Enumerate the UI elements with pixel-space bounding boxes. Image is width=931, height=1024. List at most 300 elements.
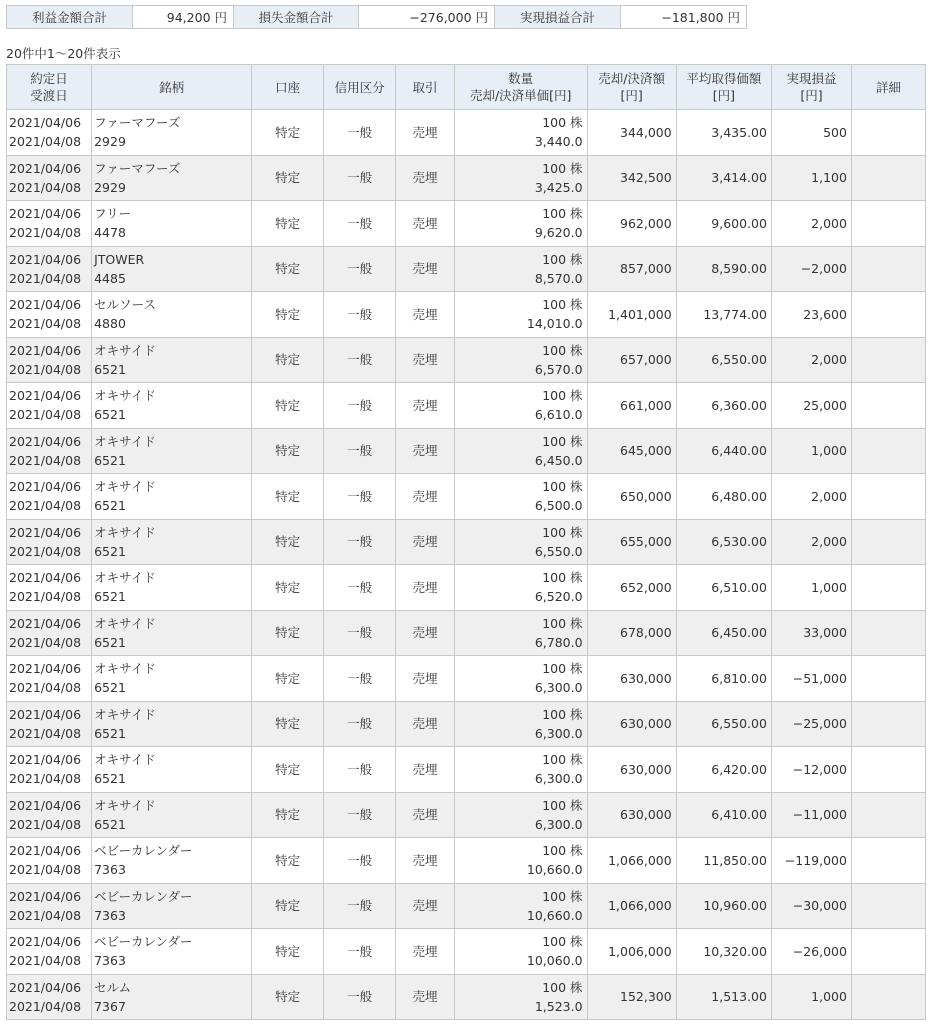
detail-cell (851, 246, 925, 292)
security-cell (92, 929, 252, 975)
trade-date: 2021/04/06 (9, 888, 82, 904)
quantity: 100 株 (542, 797, 583, 813)
trade-cell: 売埋 (396, 292, 455, 338)
account-cell: 特定 (252, 292, 324, 338)
settle-price: 6,520.0 (534, 589, 583, 605)
security-cell (92, 155, 252, 201)
settle-date: 2021/04/08 (9, 270, 82, 286)
quantity: 100 株 (542, 342, 583, 358)
margin-cell: 一般 (324, 383, 396, 429)
header-name: 銘柄 (92, 65, 252, 110)
table-row (7, 792, 926, 838)
margin-cell: 一般 (324, 929, 396, 975)
settle-price: 3,440.0 (534, 134, 583, 150)
margin-cell: 一般 (324, 292, 396, 338)
security-name: フリー (94, 206, 132, 222)
header-pnl (771, 65, 851, 110)
realized-pnl-cell: 2,000 (771, 201, 851, 247)
security-cell (92, 610, 252, 656)
table-row (7, 519, 926, 565)
profit-total-label: 利益金額合計 (7, 6, 133, 29)
avg-cost-cell: 6,420.00 (676, 747, 771, 793)
security-code: 6521 (94, 634, 126, 650)
security-name: JTOWER (94, 251, 145, 267)
realized-pnl-cell: 1,000 (771, 428, 851, 474)
security-cell (92, 292, 252, 338)
account-cell: 特定 (252, 747, 324, 793)
avg-cost-cell: 9,600.00 (676, 201, 771, 247)
realized-pnl-cell: −119,000 (771, 838, 851, 884)
security-cell (92, 474, 252, 520)
settle-date: 2021/04/08 (9, 907, 82, 923)
amount-cell: 962,000 (587, 201, 676, 247)
header-avg-line2: [円] (712, 88, 735, 103)
settle-price: 6,300.0 (534, 771, 583, 787)
security-code: 6521 (94, 816, 126, 832)
detail-cell (851, 929, 925, 975)
settle-date: 2021/04/08 (9, 498, 82, 514)
security-name: オキサイド (94, 433, 156, 449)
quantity: 100 株 (542, 843, 583, 859)
security-name: セルム (94, 979, 132, 995)
security-code: 7363 (94, 862, 126, 878)
header-account: 口座 (252, 65, 324, 110)
trade-date: 2021/04/06 (9, 979, 82, 995)
realized-pnl-cell: −2,000 (771, 246, 851, 292)
avg-cost-cell: 6,550.00 (676, 337, 771, 383)
security-code: 2929 (94, 134, 126, 150)
quantity: 100 株 (542, 251, 583, 267)
security-code: 6521 (94, 589, 126, 605)
security-code: 6521 (94, 680, 126, 696)
quantity-cell (454, 246, 587, 292)
security-code: 6521 (94, 543, 126, 559)
quantity-cell (454, 838, 587, 884)
quantity: 100 株 (542, 934, 583, 950)
amount-cell: 661,000 (587, 383, 676, 429)
realized-total-value: −181,800 円 (621, 6, 747, 29)
trade-date: 2021/04/06 (9, 797, 82, 813)
account-cell: 特定 (252, 337, 324, 383)
trade-date: 2021/04/06 (9, 706, 82, 722)
quantity: 100 株 (542, 752, 583, 768)
trade-cell: 売埋 (396, 565, 455, 611)
settle-date: 2021/04/08 (9, 589, 82, 605)
trade-date: 2021/04/06 (9, 479, 82, 495)
header-margin: 信用区分 (324, 65, 396, 110)
settle-price: 6,550.0 (534, 543, 583, 559)
amount-cell: 655,000 (587, 519, 676, 565)
security-name: オキサイド (94, 342, 156, 358)
security-name: オキサイド (94, 706, 156, 722)
date-cell (7, 838, 92, 884)
account-cell: 特定 (252, 792, 324, 838)
amount-cell: 630,000 (587, 701, 676, 747)
quantity: 100 株 (542, 888, 583, 904)
settle-price: 3,425.0 (534, 179, 583, 195)
account-cell: 特定 (252, 838, 324, 884)
detail-cell (851, 838, 925, 884)
realized-pnl-cell: 25,000 (771, 383, 851, 429)
settle-price: 6,450.0 (534, 452, 583, 468)
settle-date: 2021/04/08 (9, 953, 82, 969)
header-trade: 取引 (396, 65, 455, 110)
settle-date: 2021/04/08 (9, 680, 82, 696)
settle-date: 2021/04/08 (9, 134, 82, 150)
avg-cost-cell: 3,414.00 (676, 155, 771, 201)
quantity: 100 株 (542, 160, 583, 176)
settle-price: 10,660.0 (526, 907, 583, 923)
header-qty-line2: 売却/決済単価[円] (469, 88, 572, 103)
security-cell (92, 565, 252, 611)
realized-pnl-cell: 500 (771, 110, 851, 156)
quantity: 100 株 (542, 979, 583, 995)
security-cell (92, 428, 252, 474)
quantity-cell (454, 383, 587, 429)
avg-cost-cell: 6,530.00 (676, 519, 771, 565)
account-cell: 特定 (252, 246, 324, 292)
trade-cell: 売埋 (396, 929, 455, 975)
trade-date: 2021/04/06 (9, 115, 82, 131)
detail-cell (851, 474, 925, 520)
security-code: 6521 (94, 498, 126, 514)
avg-cost-cell: 6,440.00 (676, 428, 771, 474)
detail-cell (851, 201, 925, 247)
detail-cell (851, 292, 925, 338)
detail-cell (851, 428, 925, 474)
quantity-cell (454, 110, 587, 156)
margin-cell: 一般 (324, 610, 396, 656)
settle-date: 2021/04/08 (9, 543, 82, 559)
amount-cell: 630,000 (587, 792, 676, 838)
amount-cell: 152,300 (587, 974, 676, 1020)
table-row (7, 747, 926, 793)
quantity: 100 株 (542, 388, 583, 404)
security-code: 6521 (94, 452, 126, 468)
detail-cell (851, 656, 925, 702)
settle-price: 1,523.0 (534, 998, 583, 1014)
table-row (7, 565, 926, 611)
detail-cell (851, 792, 925, 838)
avg-cost-cell: 8,590.00 (676, 246, 771, 292)
realized-pnl-cell: −25,000 (771, 701, 851, 747)
trade-date: 2021/04/06 (9, 388, 82, 404)
loss-total-value: −276,000 円 (359, 6, 495, 29)
table-row (7, 428, 926, 474)
avg-cost-cell: 6,550.00 (676, 701, 771, 747)
security-name: ベビーカレンダー (94, 934, 193, 950)
quantity-cell (454, 701, 587, 747)
amount-cell: 678,000 (587, 610, 676, 656)
security-cell (92, 656, 252, 702)
date-cell (7, 747, 92, 793)
quantity-cell (454, 565, 587, 611)
trade-date: 2021/04/06 (9, 297, 82, 313)
realized-pnl-cell: 1,000 (771, 974, 851, 1020)
settle-date: 2021/04/08 (9, 725, 82, 741)
quantity: 100 株 (542, 297, 583, 313)
header-amount-line1: 売却/決済額 (598, 71, 665, 86)
settle-price: 6,610.0 (534, 407, 583, 423)
settle-date: 2021/04/08 (9, 316, 82, 332)
account-cell: 特定 (252, 974, 324, 1020)
header-avg-line1: 平均取得価額 (686, 71, 762, 86)
header-pnl-line1: 実現損益 (786, 71, 837, 86)
date-cell (7, 428, 92, 474)
profit-total-value: 94,200 円 (133, 6, 234, 29)
margin-cell: 一般 (324, 747, 396, 793)
account-cell: 特定 (252, 155, 324, 201)
date-cell (7, 974, 92, 1020)
security-code: 4485 (94, 270, 126, 286)
loss-total-label: 損失金額合計 (234, 6, 359, 29)
date-cell (7, 792, 92, 838)
security-name: ファーマフーズ (94, 115, 181, 131)
header-settle-date: 受渡日 (30, 88, 68, 103)
security-cell (92, 838, 252, 884)
margin-cell: 一般 (324, 246, 396, 292)
amount-cell: 650,000 (587, 474, 676, 520)
realized-pnl-cell: 33,000 (771, 610, 851, 656)
quantity: 100 株 (542, 570, 583, 586)
security-code: 7363 (94, 907, 126, 923)
quantity-cell (454, 292, 587, 338)
header-amount-line2: [円] (620, 88, 643, 103)
security-name: セルソース (94, 297, 156, 313)
trade-cell: 売埋 (396, 246, 455, 292)
trade-date: 2021/04/06 (9, 342, 82, 358)
quantity: 100 株 (542, 433, 583, 449)
security-code: 7367 (94, 998, 126, 1014)
date-cell (7, 929, 92, 975)
security-code: 4880 (94, 316, 126, 332)
avg-cost-cell: 10,320.00 (676, 929, 771, 975)
quantity: 100 株 (542, 479, 583, 495)
avg-cost-cell: 6,810.00 (676, 656, 771, 702)
realized-pnl-cell: −26,000 (771, 929, 851, 975)
security-name: オキサイド (94, 661, 156, 677)
margin-cell: 一般 (324, 838, 396, 884)
settle-date: 2021/04/08 (9, 771, 82, 787)
trade-cell: 売埋 (396, 428, 455, 474)
trade-cell: 売埋 (396, 656, 455, 702)
security-name: オキサイド (94, 388, 156, 404)
date-cell (7, 474, 92, 520)
date-cell (7, 565, 92, 611)
realized-pnl-cell: −11,000 (771, 792, 851, 838)
trade-history-table (6, 64, 926, 1020)
security-name: オキサイド (94, 752, 156, 768)
trade-cell: 売埋 (396, 383, 455, 429)
security-name: オキサイド (94, 479, 156, 495)
settle-date: 2021/04/08 (9, 862, 82, 878)
settle-price: 6,780.0 (534, 634, 583, 650)
security-cell (92, 974, 252, 1020)
margin-cell: 一般 (324, 883, 396, 929)
security-cell (92, 701, 252, 747)
date-cell (7, 110, 92, 156)
quantity-cell (454, 337, 587, 383)
amount-cell: 857,000 (587, 246, 676, 292)
quantity-cell (454, 929, 587, 975)
detail-cell (851, 747, 925, 793)
trade-cell: 売埋 (396, 883, 455, 929)
avg-cost-cell: 10,960.00 (676, 883, 771, 929)
table-row (7, 838, 926, 884)
date-cell (7, 246, 92, 292)
account-cell: 特定 (252, 929, 324, 975)
avg-cost-cell: 6,450.00 (676, 610, 771, 656)
avg-cost-cell: 13,774.00 (676, 292, 771, 338)
avg-cost-cell: 1,513.00 (676, 974, 771, 1020)
quantity-cell (454, 792, 587, 838)
account-cell: 特定 (252, 519, 324, 565)
security-name: ファーマフーズ (94, 160, 181, 176)
amount-cell: 1,066,000 (587, 883, 676, 929)
detail-cell (851, 701, 925, 747)
trade-cell: 売埋 (396, 519, 455, 565)
table-row (7, 292, 926, 338)
security-cell (92, 246, 252, 292)
trade-date: 2021/04/06 (9, 251, 82, 267)
quantity-cell (454, 201, 587, 247)
trade-cell: 売埋 (396, 792, 455, 838)
date-cell (7, 883, 92, 929)
avg-cost-cell: 6,480.00 (676, 474, 771, 520)
trade-date: 2021/04/06 (9, 752, 82, 768)
margin-cell: 一般 (324, 565, 396, 611)
trade-cell: 売埋 (396, 838, 455, 884)
trade-cell: 売埋 (396, 474, 455, 520)
settle-price: 8,570.0 (534, 270, 583, 286)
security-name: ベビーカレンダー (94, 888, 193, 904)
quantity: 100 株 (542, 115, 583, 131)
amount-cell: 657,000 (587, 337, 676, 383)
trade-cell: 売埋 (396, 110, 455, 156)
margin-cell: 一般 (324, 110, 396, 156)
margin-cell: 一般 (324, 155, 396, 201)
detail-cell (851, 974, 925, 1020)
date-cell (7, 656, 92, 702)
table-row (7, 929, 926, 975)
header-avg (676, 65, 771, 110)
realized-pnl-cell: 1,000 (771, 565, 851, 611)
date-cell (7, 292, 92, 338)
account-cell: 特定 (252, 883, 324, 929)
trade-date: 2021/04/06 (9, 615, 82, 631)
settle-date: 2021/04/08 (9, 225, 82, 241)
trade-cell: 売埋 (396, 701, 455, 747)
avg-cost-cell: 6,510.00 (676, 565, 771, 611)
header-qty-line1: 数量 (508, 71, 534, 86)
header-pnl-line2: [円] (800, 88, 823, 103)
account-cell: 特定 (252, 428, 324, 474)
settle-price: 6,570.0 (534, 361, 583, 377)
security-name: ベビーカレンダー (94, 843, 193, 859)
date-cell (7, 155, 92, 201)
table-row (7, 155, 926, 201)
detail-cell (851, 337, 925, 383)
realized-pnl-cell: 1,100 (771, 155, 851, 201)
security-name: オキサイド (94, 615, 156, 631)
security-code: 6521 (94, 725, 126, 741)
detail-cell (851, 883, 925, 929)
trade-date: 2021/04/06 (9, 524, 82, 540)
realized-pnl-cell: −30,000 (771, 883, 851, 929)
settle-date: 2021/04/08 (9, 407, 82, 423)
date-cell (7, 519, 92, 565)
date-cell (7, 337, 92, 383)
account-cell: 特定 (252, 110, 324, 156)
quantity: 100 株 (542, 615, 583, 631)
margin-cell: 一般 (324, 201, 396, 247)
security-cell (92, 383, 252, 429)
trade-date: 2021/04/06 (9, 570, 82, 586)
table-row (7, 246, 926, 292)
account-cell: 特定 (252, 656, 324, 702)
quantity: 100 株 (542, 706, 583, 722)
detail-cell (851, 519, 925, 565)
date-cell (7, 201, 92, 247)
trade-cell: 売埋 (396, 747, 455, 793)
security-cell (92, 110, 252, 156)
margin-cell: 一般 (324, 656, 396, 702)
amount-cell: 344,000 (587, 110, 676, 156)
header-detail: 詳細 (851, 65, 925, 110)
header-amount (587, 65, 676, 110)
table-row (7, 883, 926, 929)
quantity-cell (454, 747, 587, 793)
realized-pnl-cell: −12,000 (771, 747, 851, 793)
settle-price: 9,620.0 (534, 225, 583, 241)
trade-date: 2021/04/06 (9, 433, 82, 449)
table-row (7, 656, 926, 702)
margin-cell: 一般 (324, 337, 396, 383)
avg-cost-cell: 6,410.00 (676, 792, 771, 838)
quantity: 100 株 (542, 661, 583, 677)
settle-date: 2021/04/08 (9, 816, 82, 832)
security-cell (92, 792, 252, 838)
settle-price: 10,660.0 (526, 862, 583, 878)
realized-pnl-cell: 2,000 (771, 474, 851, 520)
realized-pnl-cell: 2,000 (771, 519, 851, 565)
amount-cell: 630,000 (587, 747, 676, 793)
amount-cell: 342,500 (587, 155, 676, 201)
header-dates (7, 65, 92, 110)
amount-cell: 630,000 (587, 656, 676, 702)
security-code: 6521 (94, 407, 126, 423)
trade-cell: 売埋 (396, 974, 455, 1020)
table-row (7, 701, 926, 747)
summary-bar (6, 5, 747, 29)
account-cell: 特定 (252, 565, 324, 611)
security-name: オキサイド (94, 570, 156, 586)
settle-date: 2021/04/08 (9, 452, 82, 468)
detail-cell (851, 383, 925, 429)
header-trade-date: 約定日 (30, 71, 68, 86)
realized-pnl-cell: −51,000 (771, 656, 851, 702)
security-cell (92, 337, 252, 383)
quantity-cell (454, 474, 587, 520)
security-cell (92, 747, 252, 793)
settle-price: 14,010.0 (526, 316, 583, 332)
trade-date: 2021/04/06 (9, 661, 82, 677)
settle-price: 6,300.0 (534, 680, 583, 696)
table-row (7, 383, 926, 429)
detail-cell (851, 110, 925, 156)
settle-price: 6,500.0 (534, 498, 583, 514)
margin-cell: 一般 (324, 428, 396, 474)
